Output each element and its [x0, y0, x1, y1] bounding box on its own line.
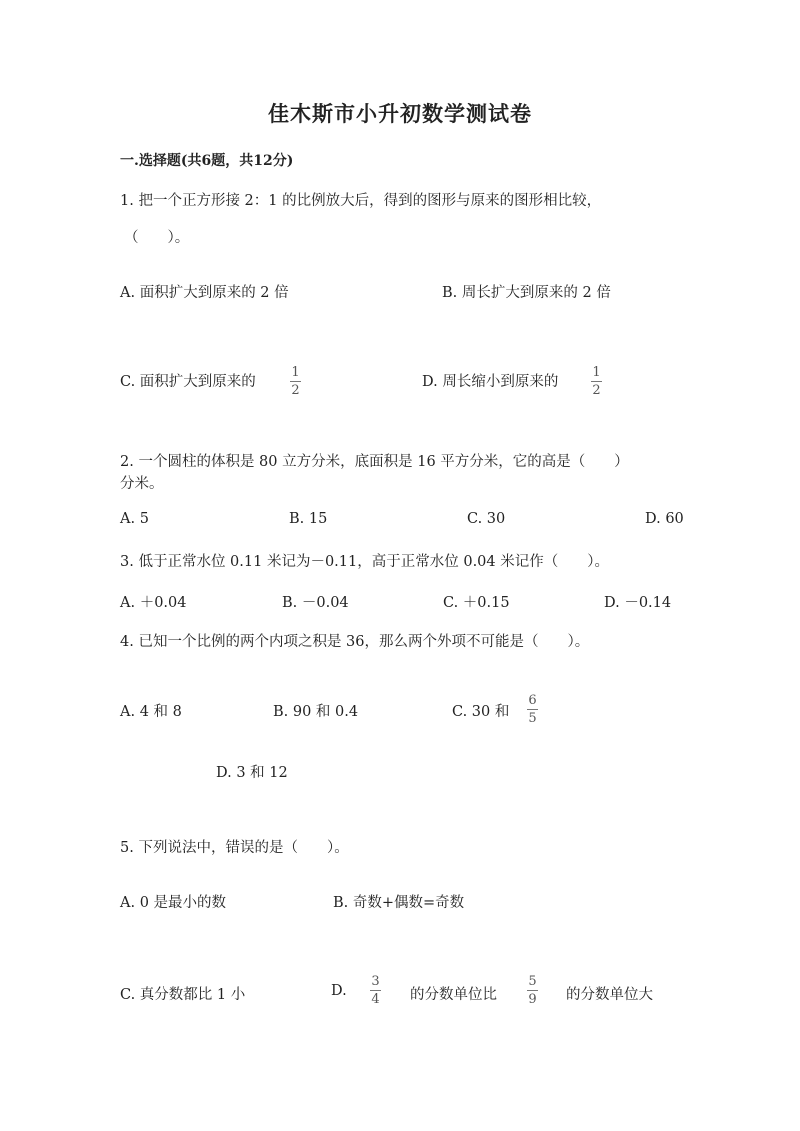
question-1-option-d-fraction — [591, 366, 602, 397]
question-3-option-a: A. ＋0.04 — [120, 595, 187, 611]
question-1-text: 1. 把一个正方形接 2：1 的比例放大后，得到的图形与原来的图形相比较， — [120, 193, 602, 209]
question-1-option-a: A. 面积扩大到原来的 2 倍 — [120, 285, 289, 301]
question-5-option-d-fraction-1 — [370, 975, 381, 1006]
question-2-option-d: D. 60 — [645, 511, 684, 527]
question-4-option-a: A. 4 和 8 — [120, 704, 182, 720]
question-2-text: 2. 一个圆柱的体积是 80 立方分米，底面积是 16 平方分米，它的高是（ ） — [120, 454, 629, 470]
question-5-option-d-fraction-2 — [527, 975, 538, 1006]
question-2-text-continued: 分米。 — [120, 476, 164, 492]
section-heading: 一.选择题(共6题，共12分) — [120, 153, 294, 169]
question-1-blank: （ ）。 — [124, 230, 190, 246]
fraction-denominator: 2 — [291, 383, 300, 398]
question-5-text: 5. 下列说法中，错误的是（ ）。 — [120, 840, 349, 856]
question-5-option-c: C. 真分数都比 1 小 — [120, 987, 246, 1003]
fraction-denominator: 4 — [371, 992, 380, 1007]
question-2-option-c: C. 30 — [467, 511, 506, 527]
fraction-denominator: 2 — [592, 383, 601, 398]
question-4-option-b: B. 90 和 0.4 — [273, 704, 359, 720]
question-5-option-a: A. 0 是最小的数 — [120, 895, 227, 911]
question-3-option-c: C. ＋0.15 — [443, 595, 510, 611]
fraction-numerator: 3 — [371, 974, 380, 989]
question-1-option-b: B. 周长扩大到原来的 2 倍 — [442, 285, 611, 301]
question-2-option-b: B. 15 — [289, 511, 328, 527]
question-4-option-c-fraction — [527, 694, 538, 725]
fraction-numerator: 6 — [528, 693, 537, 708]
question-3-option-b: B. －0.04 — [282, 595, 349, 611]
question-5-option-d: D. — [331, 983, 347, 999]
question-4-option-d: D. 3 和 12 — [216, 765, 288, 781]
question-1-option-d: D. 周长缩小到原来的 — [422, 374, 559, 390]
page-title: 佳木斯市小升初数学测试卷 — [268, 101, 532, 126]
question-5-option-d-end: 的分数单位大 — [566, 987, 653, 1003]
fraction-denominator: 5 — [528, 711, 537, 726]
fraction-numerator: 1 — [592, 365, 601, 380]
question-5-option-b: B. 奇数+偶数=奇数 — [333, 895, 465, 911]
question-5-option-d-middle: 的分数单位比 — [410, 987, 497, 1003]
question-1-option-c: C. 面积扩大到原来的 — [120, 374, 256, 390]
question-2-option-a: A. 5 — [120, 511, 149, 527]
fraction-numerator: 5 — [528, 974, 537, 989]
question-3-option-d: D. －0.14 — [604, 595, 672, 611]
question-1-option-c-fraction — [290, 366, 301, 397]
fraction-numerator: 1 — [291, 365, 300, 380]
fraction-denominator: 9 — [528, 992, 537, 1007]
question-4-option-c: C. 30 和 — [452, 704, 510, 720]
question-3-text: 3. 低于正常水位 0.11 米记为－0.11，高于正常水位 0.04 米记作（ ）。 — [120, 554, 609, 570]
question-4-text: 4. 已知一个比例的两个内项之积是 36，那么两个外项不可能是（ ）。 — [120, 634, 590, 650]
